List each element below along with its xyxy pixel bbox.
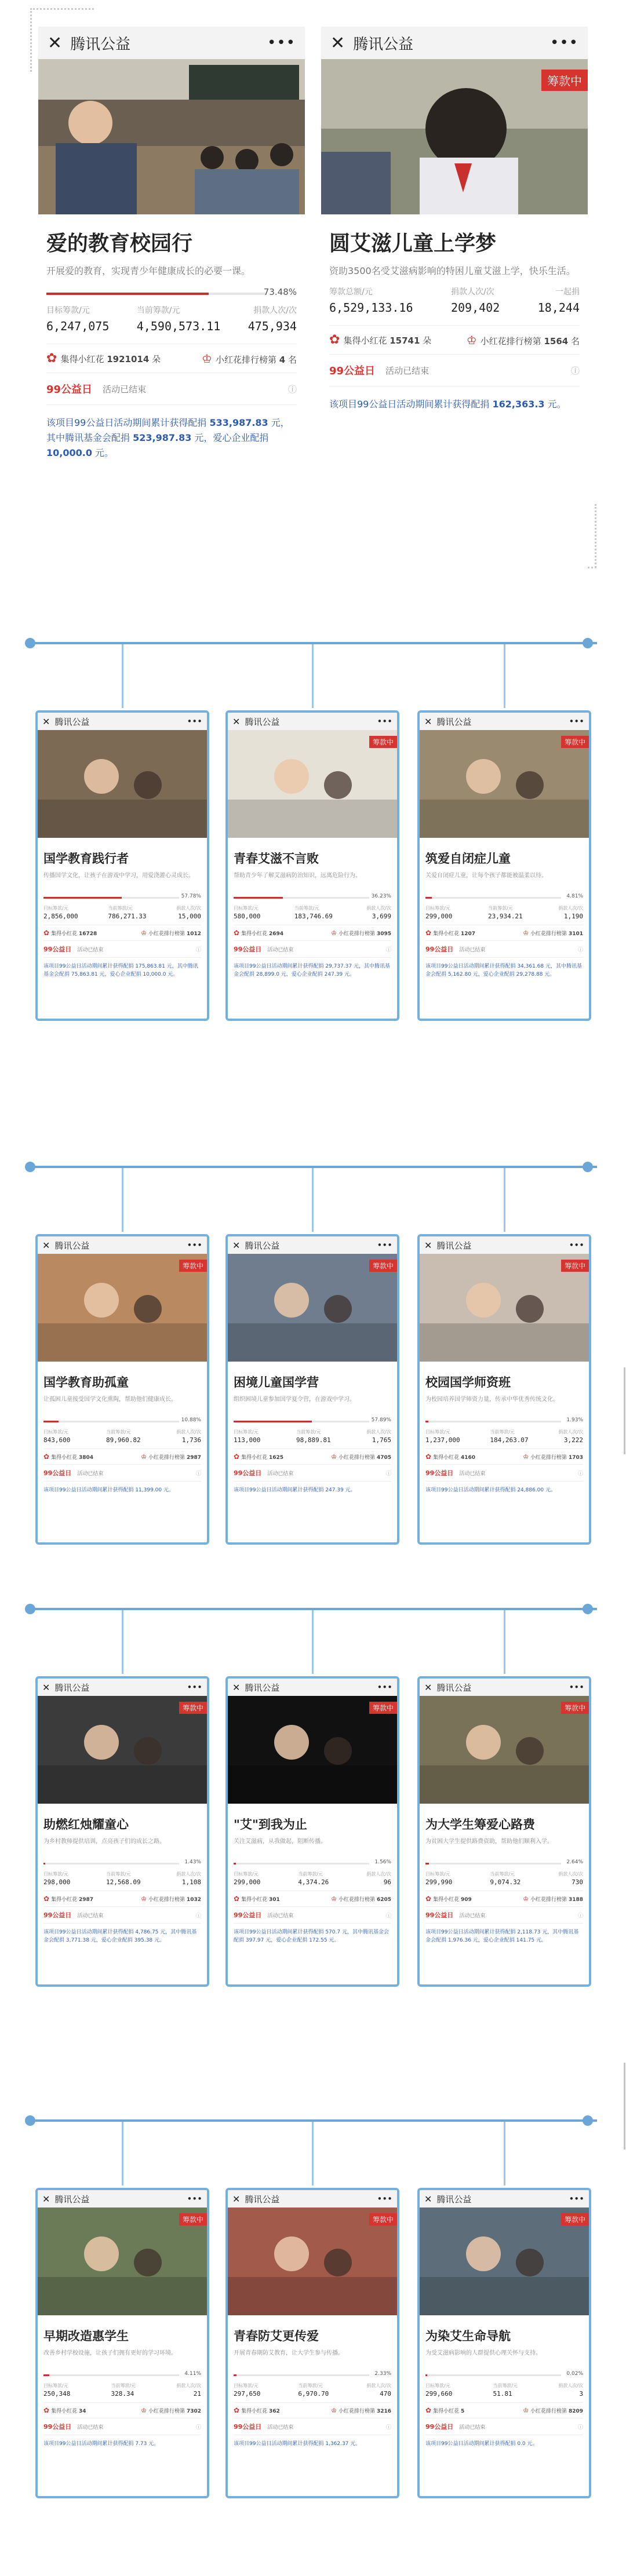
- project-title: "艾"到我为止: [234, 1818, 307, 1831]
- flower-icon: ✿: [43, 929, 50, 937]
- flower-icon: ✿: [425, 2406, 432, 2414]
- project-description: 改善乡村学校设施，让孩子们拥有更好的学习环境。: [43, 2350, 177, 2356]
- day99-row[interactable]: 99公益日 活动已结束 ⓘ: [234, 1907, 391, 1924]
- card-title-bar: [228, 1236, 397, 1254]
- project-card[interactable]: [225, 2188, 399, 2498]
- help-icon[interactable]: ⓘ: [577, 2424, 583, 2431]
- card-title-bar: [420, 713, 589, 730]
- day99-logo: 99公益日: [234, 2423, 262, 2431]
- project-description: 关注艾滋病，从我做起，阻断传播。: [234, 1838, 326, 1845]
- status-badge: 筹款中: [179, 2213, 207, 2225]
- day99-logo: 99公益日: [234, 1469, 262, 1477]
- project-title: 助燃红烛耀童心: [43, 1818, 129, 1831]
- match-funding-note: 该项目99公益日活动期间累计获得配捐 24,886.00 元。: [425, 1487, 556, 1493]
- scrollbar-thumb[interactable]: [624, 2063, 625, 2150]
- day99-row[interactable]: 99公益日 活动已结束 ⓘ: [425, 941, 583, 958]
- project-title: 青春防艾更传爱: [234, 2329, 319, 2343]
- status-badge: 筹款中: [369, 1260, 397, 1272]
- project-photo: [228, 1696, 397, 1804]
- status-badge: 筹款中: [179, 1702, 207, 1714]
- trophy-icon: ♔: [331, 929, 337, 937]
- stats-row: 目标筹款/元 580,000 当前筹款/元 183,746.69 捐款人次/次 3,699: [234, 906, 391, 920]
- more-icon[interactable]: •••: [569, 716, 584, 727]
- help-icon[interactable]: ⓘ: [570, 365, 580, 376]
- flower-icon: ✿: [234, 2406, 240, 2414]
- day99-row[interactable]: 99公益日 活动已结束 ⓘ: [43, 1907, 201, 1924]
- flower-icon: ✿: [425, 1895, 432, 1903]
- progress-percent: 0.02%: [566, 2371, 583, 2377]
- project-photo: [38, 2208, 207, 2315]
- status-badge: 筹款中: [179, 1260, 207, 1272]
- progress-bar: [234, 1417, 391, 1425]
- flower-rank-row[interactable]: ✿ 集得小红花 2987 ♔ 小红花排行榜第 1032: [43, 1891, 201, 1907]
- help-icon[interactable]: ⓘ: [195, 947, 201, 953]
- help-icon[interactable]: ⓘ: [385, 1471, 391, 1477]
- flower-icon: ✿: [425, 929, 432, 937]
- org-name: 腾讯公益: [54, 716, 90, 727]
- trophy-icon: ♔: [331, 2406, 337, 2414]
- progress-bar: [425, 1859, 583, 1867]
- flower-rank-row[interactable]: ✿ 集得小红花 301 ♔ 小红花排行榜第 6205: [234, 1891, 391, 1907]
- more-icon[interactable]: •••: [187, 716, 202, 727]
- match-funding-note: 该项目99公益日活动期间累计获得配捐 0.0 元。: [425, 2441, 538, 2447]
- card-title-bar: [420, 1236, 589, 1254]
- day99-logo: 99公益日: [425, 946, 454, 953]
- day99-row[interactable]: 99公益日 活动已结束 ⓘ: [43, 941, 201, 958]
- card-title-bar: [420, 2190, 589, 2208]
- stats-row: 目标筹款/元 297,650 当前筹款/元 6,970.70 捐款人次/次 470: [234, 2383, 391, 2398]
- timeline-dot: [583, 2115, 593, 2126]
- flower-rank-row[interactable]: ✿ 集得小红花 2694 ♔ 小红花排行榜第 3095: [234, 925, 391, 941]
- close-icon[interactable]: ✕: [42, 2193, 50, 2205]
- timeline-dot: [583, 1162, 593, 1172]
- card-title-bar: [228, 713, 397, 730]
- stats-row: 目标筹款/元 1,237,000 当前筹款/元 184,263.07 捐款人次/次 3,222: [425, 1429, 583, 1444]
- help-icon[interactable]: ⓘ: [195, 1471, 201, 1477]
- timeline-connector: [122, 2122, 123, 2185]
- project-photo: [228, 730, 397, 838]
- flower-rank-row[interactable]: ✿ 集得小红花 3804 ♔ 小红花排行榜第 2987: [43, 1448, 201, 1465]
- flower-rank-row[interactable]: ✿ 集得小红花 1921014 朵 ♔ 小红花排行榜第 4 名: [46, 344, 297, 373]
- day99-logo: 99公益日: [43, 1469, 72, 1477]
- project-description: 让孤困儿童接受国学文化熏陶，帮助他们健康成长。: [43, 1396, 177, 1403]
- project-description: 开展爱的教育，实现青少年健康成长的必要一课。: [46, 265, 251, 276]
- project-photo: [38, 1254, 207, 1362]
- project-card[interactable]: [225, 1676, 399, 1987]
- flower-icon: ✿: [234, 1895, 240, 1903]
- progress-percent: 1.56%: [374, 1859, 391, 1865]
- progress-percent: 10.88%: [181, 1417, 201, 1423]
- org-name: 腾讯公益: [436, 1682, 472, 1693]
- match-funding-note: 该项目99公益日活动期间累计获得配捐 7.73 元。: [43, 2441, 159, 2447]
- flower-icon: ✿: [46, 351, 57, 366]
- project-card[interactable]: [35, 2188, 209, 2498]
- org-name: 腾讯公益: [436, 2194, 472, 2205]
- help-icon[interactable]: ⓘ: [195, 1913, 201, 1919]
- close-icon[interactable]: ✕: [42, 716, 50, 727]
- card-title-bar: [38, 1679, 207, 1696]
- day99-logo: 99公益日: [43, 946, 72, 953]
- timeline-connector: [504, 1168, 505, 1232]
- day99-logo: 99公益日: [234, 1911, 262, 1919]
- org-name: 腾讯公益: [245, 2194, 280, 2205]
- project-card[interactable]: [417, 710, 591, 1021]
- project-card-large[interactable]: [38, 27, 305, 574]
- trophy-icon: ♔: [523, 929, 529, 937]
- project-card[interactable]: [417, 1676, 591, 1987]
- progress-percent: 57.78%: [181, 893, 201, 899]
- timeline-dot: [25, 1604, 35, 1614]
- more-icon[interactable]: •••: [187, 1240, 202, 1250]
- help-icon[interactable]: ⓘ: [577, 947, 583, 953]
- match-funding-note: 该项目99公益日活动期间累计获得配捐 175,863.81 元，其中腾讯基金会配捐 75,863.81 元，爱心企业配捐 10,000.0 元。: [43, 964, 198, 977]
- card-title-bar: [321, 27, 588, 59]
- card-title-bar: [228, 1679, 397, 1696]
- progress-bar: [46, 286, 297, 301]
- scrollbar-thumb[interactable]: [624, 1367, 625, 1454]
- project-title: 筑爱自闭症儿童: [425, 852, 511, 866]
- progress-bar: [234, 1859, 391, 1867]
- progress-bar: [43, 893, 201, 902]
- stats-row: 目标筹款/元 113,000 当前筹款/元 98,889.81 捐款人次/次 1,765: [234, 1429, 391, 1444]
- project-description: 资助3500名受艾滋病影响的特困儿童艾滋上学，快乐生活。: [329, 265, 576, 276]
- flower-rank-row[interactable]: ✿ 集得小红花 34 ♔ 小红花排行榜第 7302: [43, 2402, 201, 2418]
- project-description: 为受艾滋病影响的人群提供心理关怀与支持。: [425, 2350, 541, 2356]
- close-icon[interactable]: ✕: [48, 32, 63, 53]
- match-funding-note: 该项目99公益日活动期间累计获得配捐 247.39 元。: [234, 1487, 356, 1493]
- close-icon[interactable]: ✕: [232, 716, 241, 727]
- progress-percent: 4.11%: [184, 2371, 201, 2377]
- project-card[interactable]: [225, 1234, 399, 1545]
- timeline-connector: [122, 644, 123, 708]
- project-description: 关爱自闭症儿童，让每个孩子都能被温柔以待。: [425, 873, 547, 879]
- close-icon[interactable]: ✕: [424, 2193, 432, 2205]
- stats-row: 目标筹款/元 843,600 当前筹款/元 89,960.82 捐款人次/次 1,736: [43, 1429, 201, 1444]
- progress-bar: [425, 1417, 583, 1425]
- project-card[interactable]: [225, 710, 399, 1021]
- flower-icon: ✿: [425, 1453, 432, 1461]
- match-funding-note: 该项目99公益日活动期间累计获得配捐 11,399.00 元。: [43, 1487, 174, 1493]
- card-title-bar: [38, 2190, 207, 2208]
- more-icon[interactable]: •••: [377, 716, 392, 727]
- org-name: 腾讯公益: [245, 716, 280, 727]
- trophy-icon: ♔: [331, 1453, 337, 1461]
- org-name: 腾讯公益: [70, 35, 131, 53]
- project-description: 帮助青少年了解艾滋病防治知识，远离危险行为。: [234, 873, 361, 879]
- flower-icon: ✿: [234, 1453, 240, 1461]
- progress-bar: [234, 2371, 391, 2379]
- project-photo: [420, 1696, 589, 1804]
- card-title-bar: [38, 1236, 207, 1254]
- close-icon[interactable]: ✕: [42, 1681, 50, 1693]
- trophy-icon: ♔: [141, 1895, 147, 1903]
- stats-row: 目标筹款/元 250,348 当前筹款/元 328.34 捐款人次/次 21: [43, 2383, 201, 2398]
- flower-icon: ✿: [234, 929, 240, 937]
- more-icon[interactable]: •••: [377, 1682, 392, 1692]
- progress-bar: [425, 893, 583, 902]
- project-card[interactable]: [417, 1234, 591, 1545]
- timeline-dot: [583, 1604, 593, 1614]
- decorative-dotted-line: [30, 8, 32, 72]
- timeline-connector: [312, 1168, 314, 1232]
- org-name: 腾讯公益: [436, 716, 472, 727]
- project-photo: [420, 730, 589, 838]
- project-title: 爱的教育校园行: [46, 232, 193, 256]
- more-icon[interactable]: •••: [377, 2194, 392, 2204]
- project-photo: [38, 1696, 207, 1804]
- stats-row: 目标筹款/元 299,660 当前筹款/元 51.81 捐款人次/次 3: [425, 2383, 583, 2398]
- more-icon[interactable]: •••: [377, 1240, 392, 1250]
- more-icon[interactable]: •••: [569, 1682, 584, 1692]
- project-photo: [420, 1254, 589, 1362]
- status-badge: 筹款中: [369, 1702, 397, 1714]
- flower-icon: ✿: [43, 2406, 50, 2414]
- project-card[interactable]: [417, 2188, 591, 2498]
- help-icon[interactable]: ⓘ: [385, 2424, 391, 2431]
- timeline-connector: [504, 1610, 505, 1674]
- project-photo: [321, 59, 588, 214]
- org-name: 腾讯公益: [245, 1240, 280, 1251]
- card-title-bar: [38, 27, 305, 59]
- day99-logo: 99公益日: [425, 1911, 454, 1919]
- org-name: 腾讯公益: [353, 35, 414, 53]
- project-card[interactable]: [35, 1676, 209, 1987]
- day99-logo: 99公益日: [46, 384, 93, 396]
- timeline-connector: [504, 2122, 505, 2185]
- status-badge: 筹款中: [541, 70, 588, 91]
- classroom-photo: [38, 59, 305, 214]
- progress-bar: [43, 1859, 201, 1867]
- match-funding-note: 该项目99公益日活动期间累计获得配捐 4,786.75 元，其中腾讯基金会配捐 3,771.38 元，爱心企业配捐 395.38 元。: [43, 1929, 197, 1943]
- close-icon[interactable]: ✕: [232, 2193, 241, 2205]
- project-title: 为染艾生命导航: [425, 2329, 511, 2343]
- progress-bar: [425, 2371, 583, 2379]
- flower-rank-row[interactable]: ✿ 集得小红花 16728 ♔ 小红花排行榜第 1012: [43, 925, 201, 941]
- day99-row[interactable]: 99公益日 活动已结束 ⓘ: [234, 1465, 391, 1482]
- close-icon[interactable]: ✕: [42, 1239, 50, 1251]
- project-card[interactable]: [35, 1234, 209, 1545]
- trophy-icon: ♔: [331, 1895, 337, 1903]
- more-icon[interactable]: •••: [569, 1240, 584, 1250]
- flower-rank-row[interactable]: ✿ 集得小红花 4160 ♔ 小红花排行榜第 1703: [425, 1448, 583, 1465]
- card-title-bar: [228, 2190, 397, 2208]
- stats-row: 目标筹款/元 6,247,075 当前筹款/元 4,590,573.11 捐款人次/次 475,934: [46, 306, 297, 333]
- flower-icon: ✿: [329, 333, 340, 347]
- close-icon[interactable]: ✕: [424, 716, 432, 727]
- match-funding-note: 该项目99公益日活动期间累计获得配捐 2,118.73 元，其中腾讯基金会配捐 1,976.36 元，爱心企业配捐 141.75 元。: [425, 1929, 579, 1943]
- progress-percent: 1.93%: [566, 1417, 583, 1423]
- project-title: 为大学生筹爱心路费: [425, 1818, 535, 1831]
- project-description: 传播国学文化，让孩子在游戏中学习，用爱浇灌心灵成长。: [43, 873, 194, 879]
- trophy-icon: ♔: [523, 1453, 529, 1461]
- progress-percent: 2.64%: [566, 1859, 583, 1865]
- stats-row: 筹款总额/元 6,529,133.16 捐款人次/次 209,402 一起捐 18,244: [329, 287, 580, 315]
- flower-icon: ✿: [43, 1895, 50, 1903]
- project-description: 组织困境儿童参加国学夏令营，在游戏中学习。: [234, 1396, 355, 1403]
- day99-row[interactable]: 99公益日 活动已结束 ⓘ: [43, 1465, 201, 1482]
- help-icon[interactable]: ⓘ: [577, 1913, 583, 1919]
- project-title: 国学教育助孤童: [43, 1375, 129, 1389]
- flower-rank-row[interactable]: ✿ 集得小红花 909 ♔ 小红花排行榜第 3188: [425, 1891, 583, 1907]
- project-description: 为校园培养国学师资力量，传承中华优秀传统文化。: [425, 1396, 559, 1403]
- more-icon[interactable]: •••: [267, 34, 296, 52]
- progress-bar: [43, 2371, 201, 2379]
- stats-row: 目标筹款/元 299,990 当前筹款/元 9,074.32 捐款人次/次 730: [425, 1871, 583, 1886]
- status-badge: 筹款中: [369, 2213, 397, 2225]
- project-title: 青春艾滋不言败: [234, 852, 319, 866]
- progress-percent: 36.23%: [371, 893, 391, 899]
- trophy-icon: ♔: [141, 929, 147, 937]
- match-funding-note: 该项目99公益日活动期间累计获得配捐 162,363.3 元。: [329, 399, 566, 410]
- day99-row[interactable]: 99公益日 活动已结束 ⓘ: [425, 1465, 583, 1482]
- day99-row[interactable]: 99公益日 活动已结束 ⓘ: [425, 2418, 583, 2435]
- trophy-icon: ♔: [202, 351, 212, 366]
- progress-percent: 4.81%: [566, 893, 583, 899]
- more-icon[interactable]: •••: [187, 2194, 202, 2204]
- trophy-icon: ♔: [523, 2406, 529, 2414]
- match-funding-note: 该项目99公益日活动期间累计获得配捐 29,737.37 元，其中腾讯基金会配捐 28,899.0 元，爱心企业配捐 247.39 元。: [234, 964, 390, 977]
- day99-logo: 99公益日: [43, 2423, 72, 2431]
- timeline-dot: [583, 638, 593, 648]
- timeline-connector: [312, 644, 314, 708]
- flower-rank-row[interactable]: ✿ 集得小红花 1207 ♔ 小红花排行榜第 3101: [425, 925, 583, 941]
- close-icon[interactable]: ✕: [232, 1239, 241, 1251]
- project-title: 困境儿童国学营: [234, 1375, 319, 1389]
- help-icon[interactable]: ⓘ: [385, 947, 391, 953]
- trophy-icon: ♔: [141, 2406, 147, 2414]
- flower-rank-row[interactable]: ✿ 集得小红花 362 ♔ 小红花排行榜第 3216: [234, 2402, 391, 2418]
- progress-percent: 2.33%: [374, 2371, 391, 2377]
- flower-rank-row[interactable]: ✿ 集得小红花 5 ♔ 小红花排行榜第 8209: [425, 2402, 583, 2418]
- close-icon[interactable]: ✕: [232, 1681, 241, 1693]
- project-description: 开展青春期防艾教育，让大学生参与传播。: [234, 2350, 344, 2356]
- card-title-bar: [38, 713, 207, 730]
- timeline-connector: [122, 1610, 123, 1674]
- project-photo: [420, 2208, 589, 2315]
- stats-row: 目标筹款/元 299,000 当前筹款/元 23,934.21 捐款人次/次 1,190: [425, 906, 583, 920]
- close-icon[interactable]: ✕: [424, 1239, 432, 1251]
- status-badge: 筹款中: [561, 2213, 589, 2225]
- flower-rank-row[interactable]: ✿ 集得小红花 15741 朵 ♔ 小红花排行榜第 1564 名: [329, 325, 580, 355]
- help-icon[interactable]: ⓘ: [385, 1913, 391, 1919]
- progress-bar: [43, 1417, 201, 1425]
- timeline-dot: [25, 1162, 35, 1172]
- project-title: 校园国学师资班: [425, 1375, 511, 1389]
- day99-row[interactable]: 99公益日 活动已结束 ⓘ: [234, 2418, 391, 2435]
- status-badge: 筹款中: [561, 736, 589, 748]
- org-name: 腾讯公益: [54, 1240, 90, 1251]
- more-icon[interactable]: •••: [187, 1682, 202, 1692]
- day99-logo: 99公益日: [425, 1469, 454, 1477]
- day99-row[interactable]: 99公益日 活动已结束 ⓘ: [234, 941, 391, 958]
- decorative-dotted-line: [30, 8, 94, 10]
- progress-percent: 57.89%: [371, 1417, 391, 1423]
- status-badge: 筹款中: [369, 736, 397, 748]
- trophy-icon: ♔: [141, 1453, 147, 1461]
- project-photo: [228, 1254, 397, 1362]
- day99-row[interactable]: 99公益日 活动已结束 ⓘ: [425, 1907, 583, 1924]
- project-photo: [38, 730, 207, 838]
- day99-row[interactable]: 99公益日 活动已结束 ⓘ: [329, 355, 580, 386]
- match-funding-note: 该项目99公益日活动期间累计获得配捐 1,362.37 元。: [234, 2441, 361, 2447]
- project-photo: [38, 59, 305, 214]
- help-icon[interactable]: ⓘ: [287, 384, 297, 395]
- card-title-bar: [420, 1679, 589, 1696]
- project-photo: [228, 2208, 397, 2315]
- project-card-large[interactable]: [321, 27, 588, 574]
- flower-icon: ✿: [43, 1453, 50, 1461]
- match-funding-note: 该项目99公益日活动期间累计获得配捐 570.7 元，其中腾讯基金会配捐 397.97 元，爱心企业配捐 172.55 元。: [234, 1929, 389, 1943]
- org-name: 腾讯公益: [245, 1682, 280, 1693]
- org-name: 腾讯公益: [54, 1682, 90, 1693]
- day99-logo: 99公益日: [43, 1911, 72, 1919]
- project-description: 为乡村教师提供培训，点亮孩子们的成长之路。: [43, 1838, 165, 1845]
- match-funding-note: 该项目99公益日活动期间累计获得配捐 34,361.68 元，其中腾讯基金会配捐 5,162.80 元，爱心企业配捐 29,278.88 元。: [425, 964, 582, 977]
- stats-row: 目标筹款/元 298,000 当前筹款/元 12,568.09 捐款人次/次 1,108: [43, 1871, 201, 1886]
- decorative-dotted-line: [595, 504, 596, 568]
- progress-percent: 1.43%: [184, 1859, 201, 1865]
- day99-row[interactable]: 99公益日 活动已结束 ⓘ: [46, 373, 297, 405]
- day99-row[interactable]: 99公益日 活动已结束 ⓘ: [43, 2418, 201, 2435]
- help-icon[interactable]: ⓘ: [195, 2424, 201, 2431]
- progress-percent: 73.48%: [263, 287, 297, 297]
- timeline-connector: [312, 1610, 314, 1674]
- project-description: 为贫困大学生提供路费资助，帮助他们顺利入学。: [425, 1838, 553, 1845]
- status-badge: 筹款中: [561, 1702, 589, 1714]
- org-name: 腾讯公益: [436, 1240, 472, 1251]
- org-name: 腾讯公益: [54, 2194, 90, 2205]
- help-icon[interactable]: ⓘ: [577, 1471, 583, 1477]
- project-title: 国学教育践行者: [43, 852, 129, 866]
- status-badge: 筹款中: [561, 1260, 589, 1272]
- close-icon[interactable]: ✕: [424, 1681, 432, 1693]
- timeline-connector: [312, 2122, 314, 2185]
- flower-rank-row[interactable]: ✿ 集得小红花 1625 ♔ 小红花排行榜第 4705: [234, 1448, 391, 1465]
- day99-logo: 99公益日: [234, 946, 262, 953]
- more-icon[interactable]: •••: [569, 2194, 584, 2204]
- match-funding-note: 该项目99公益日活动期间累计获得配捐 533,987.83 元，其中腾讯基金会配捐 523,987.83 元，爱心企业配捐 10,000.0 元。: [46, 417, 290, 458]
- project-image: [38, 730, 207, 838]
- timeline-dot: [25, 2115, 35, 2126]
- close-icon[interactable]: ✕: [330, 32, 345, 53]
- stats-row: 目标筹款/元 299,000 当前筹款/元 4,374.26 捐款人次/次 96: [234, 1871, 391, 1886]
- project-title: 早期改造惠学生: [43, 2329, 129, 2343]
- trophy-icon: ♔: [523, 1895, 529, 1903]
- trophy-icon: ♔: [466, 333, 477, 347]
- day99-logo: 99公益日: [329, 365, 376, 377]
- more-icon[interactable]: •••: [549, 34, 578, 52]
- project-card[interactable]: [35, 710, 209, 1021]
- progress-bar: [234, 893, 391, 902]
- timeline-connector: [504, 644, 505, 708]
- project-title: 圆艾滋儿童上学梦: [329, 232, 497, 256]
- timeline-connector: [122, 1168, 123, 1232]
- day99-logo: 99公益日: [425, 2423, 454, 2431]
- timeline-dot: [25, 638, 35, 648]
- stats-row: 目标筹款/元 2,856,000 当前筹款/元 786,271.33 捐款人次/次 15,000: [43, 906, 201, 920]
